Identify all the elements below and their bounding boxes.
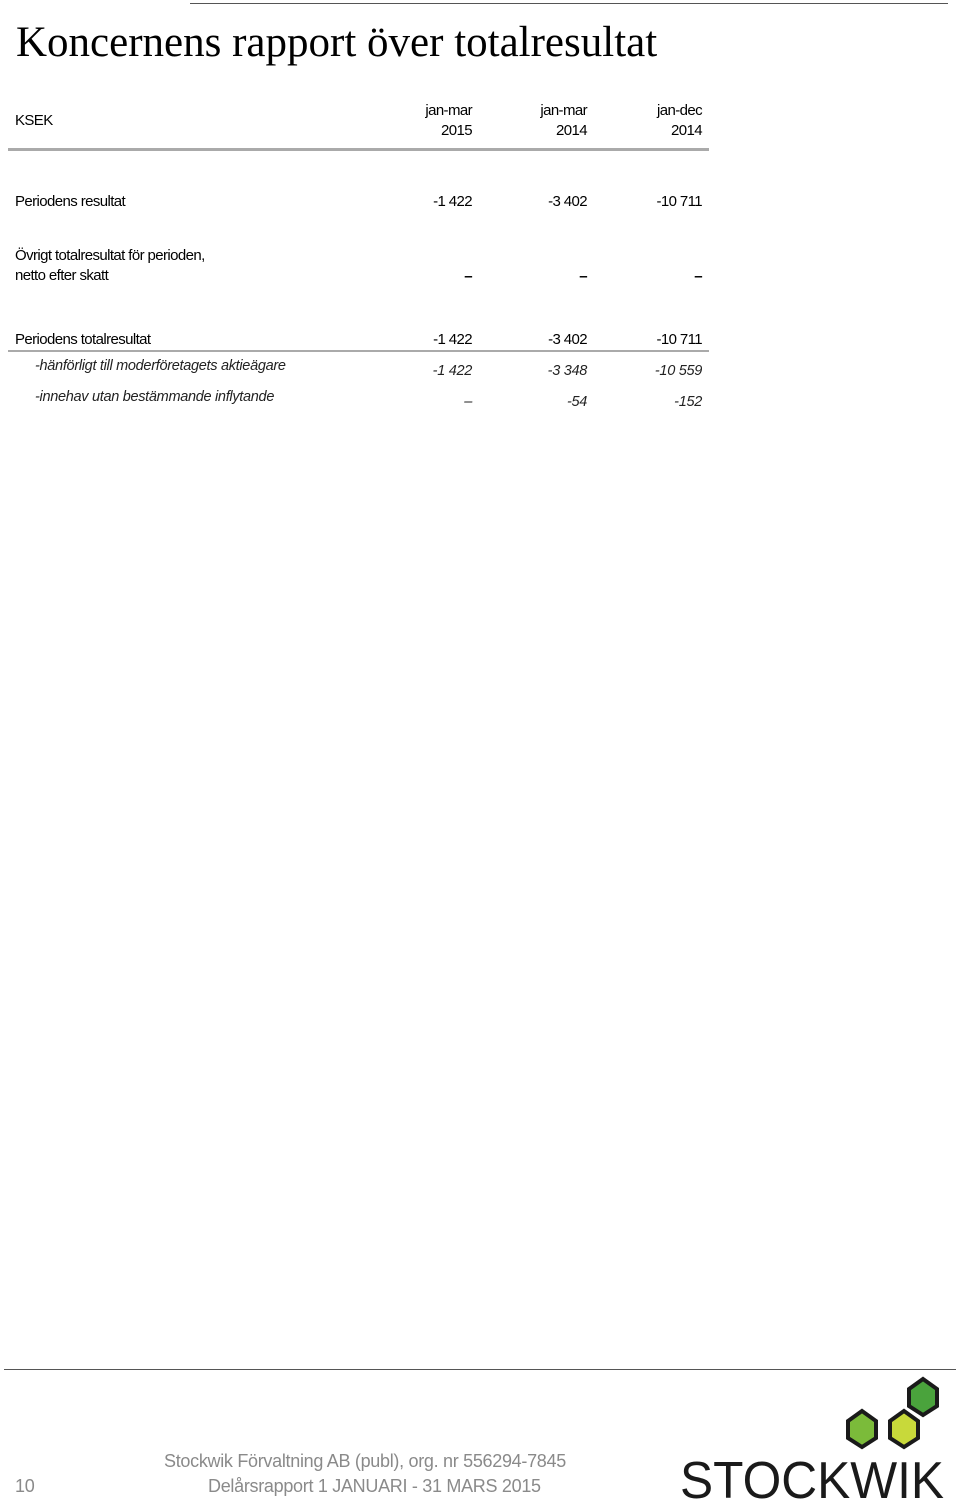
logo-text: STOCKWIK bbox=[680, 1452, 945, 1501]
total-rule bbox=[8, 350, 709, 352]
row-value: -10 559 bbox=[654, 363, 702, 379]
logo-hexagon-dark bbox=[909, 1379, 937, 1415]
row-label: -innehav utan bestämmande inflytande bbox=[35, 389, 275, 405]
row-value: -54 bbox=[566, 394, 587, 410]
row-label: Periodens resultat bbox=[15, 193, 126, 210]
page-title: Koncernens rapport över totalresultat bbox=[16, 19, 658, 66]
page-number: 10 bbox=[15, 1476, 35, 1496]
col-header-period: jan-mar bbox=[425, 102, 472, 119]
row-value: -1 422 bbox=[433, 193, 472, 210]
row-value: -1 422 bbox=[432, 363, 472, 379]
row-value: – bbox=[464, 394, 472, 410]
logo-hexagon-yellow bbox=[890, 1411, 918, 1447]
row-value: -3 348 bbox=[547, 363, 587, 379]
row-value: -152 bbox=[674, 394, 702, 410]
row-label: Övrigt totalresultat för perioden, bbox=[15, 247, 205, 264]
col-header-year: 2014 bbox=[671, 122, 702, 139]
row-value: -3 402 bbox=[548, 331, 587, 348]
footer-report: Delårsrapport 1 JANUARI - 31 MARS 2015 bbox=[208, 1476, 541, 1496]
row-value: -1 422 bbox=[433, 331, 472, 348]
row-value: -3 402 bbox=[548, 193, 587, 210]
col-header-year: 2014 bbox=[556, 122, 587, 139]
top-rule bbox=[190, 3, 948, 4]
row-value: -10 711 bbox=[656, 331, 702, 348]
col-header-period: jan-mar bbox=[540, 102, 587, 119]
col-header-period: jan-dec bbox=[657, 102, 702, 119]
row-value: – bbox=[694, 268, 702, 285]
col-header-year: 2015 bbox=[441, 122, 472, 139]
header-rule bbox=[8, 148, 709, 151]
footer-rule bbox=[4, 1369, 956, 1370]
row-value: -10 711 bbox=[656, 193, 702, 210]
row-label: Periodens totalresultat bbox=[15, 331, 151, 348]
row-label: netto efter skatt bbox=[15, 267, 109, 284]
stockwik-logo bbox=[678, 1376, 948, 1501]
row-value: – bbox=[579, 268, 587, 285]
footer-company: Stockwik Förvaltning AB (publ), org. nr 556294-7845 bbox=[164, 1451, 566, 1471]
logo-hexagon-mid bbox=[848, 1411, 876, 1447]
row-label: -hänförligt till moderföretagets aktieägare bbox=[35, 358, 286, 374]
row-value: – bbox=[464, 268, 472, 285]
unit-label: KSEK bbox=[15, 112, 53, 129]
